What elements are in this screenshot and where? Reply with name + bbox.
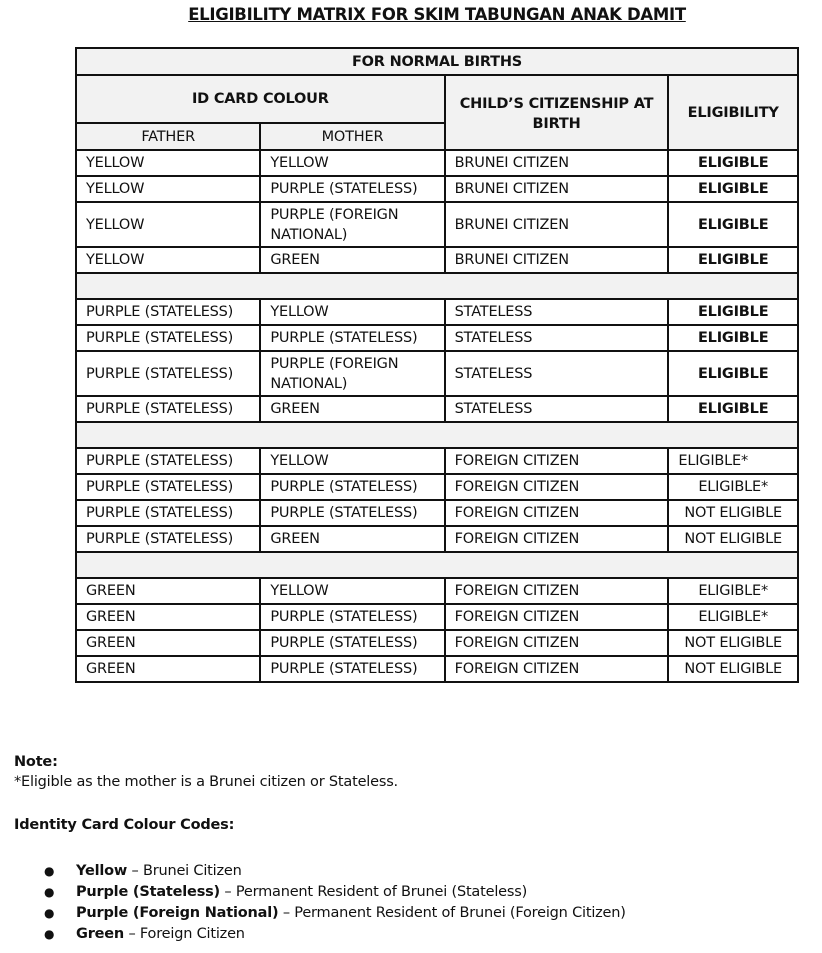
group-separator-row (76, 422, 798, 448)
eligibility-cell: ELIGIBLE (668, 150, 798, 176)
father-cell: YELLOW (76, 202, 260, 247)
table-row (76, 500, 798, 526)
child-cell: FOREIGN CITIZEN (445, 474, 669, 500)
child-cell: BRUNEI CITIZEN (445, 176, 669, 202)
group-separator-row (76, 273, 798, 299)
list-item (0, 903, 626, 924)
father-cell: YELLOW (76, 247, 260, 273)
colour-desc: – Permanent Resident of Brunei (Stateless) (219, 884, 528, 900)
table-row (76, 299, 798, 325)
id-card-colour-header: ID CARD COLOUR (76, 75, 445, 123)
child-cell: FOREIGN CITIZEN (445, 656, 669, 682)
colour-desc: – Permanent Resident of Brunei (Foreign Citizen) (278, 905, 626, 921)
eligibility-cell: NOT ELIGIBLE (668, 526, 798, 552)
father-header: FATHER (76, 123, 260, 150)
mother-cell: PURPLE (STATELESS) (260, 474, 444, 500)
table-row (76, 176, 798, 202)
father-cell: PURPLE (STATELESS) (76, 500, 260, 526)
eligibility-cell: NOT ELIGIBLE (668, 630, 798, 656)
mother-cell: YELLOW (260, 578, 444, 604)
list-item (0, 882, 626, 903)
table-row (76, 448, 798, 474)
eligibility-cell: NOT ELIGIBLE (668, 656, 798, 682)
table-row (76, 604, 798, 630)
bullet-icon: ● (44, 864, 55, 878)
list-item (0, 924, 626, 945)
father-cell: GREEN (76, 604, 260, 630)
mother-cell: GREEN (260, 396, 444, 422)
child-citizenship-header: CHILD’S CITIZENSHIP AT BIRTH (445, 75, 669, 150)
eligibility-header: ELIGIBILITY (668, 75, 798, 150)
mother-cell: PURPLE (FOREIGN NATIONAL) (260, 351, 444, 396)
child-cell: FOREIGN CITIZEN (445, 578, 669, 604)
note-text: *Eligible as the mother is a Brunei citizen or Stateless. (14, 774, 398, 790)
table-row (76, 396, 798, 422)
mother-cell: YELLOW (260, 448, 444, 474)
table-row (76, 351, 798, 396)
eligibility-cell: ELIGIBLE (668, 325, 798, 351)
eligibility-cell: NOT ELIGIBLE (668, 500, 798, 526)
eligibility-cell: ELIGIBLE (668, 299, 798, 325)
father-cell: GREEN (76, 630, 260, 656)
mother-cell: PURPLE (STATELESS) (260, 500, 444, 526)
colour-term: Green (76, 926, 125, 942)
eligibility-cell: ELIGIBLE (668, 247, 798, 273)
eligibility-cell: ELIGIBLE* (668, 474, 798, 500)
mother-cell: YELLOW (260, 299, 444, 325)
eligibility-cell: ELIGIBLE (668, 176, 798, 202)
mother-cell: GREEN (260, 526, 444, 552)
child-cell: FOREIGN CITIZEN (445, 630, 669, 656)
table-row (76, 526, 798, 552)
father-cell: PURPLE (STATELESS) (76, 325, 260, 351)
mother-cell: PURPLE (STATELESS) (260, 176, 444, 202)
father-cell: YELLOW (76, 176, 260, 202)
table-row (76, 325, 798, 351)
eligibility-matrix-table (75, 47, 799, 683)
mother-cell: PURPLE (STATELESS) (260, 656, 444, 682)
colour-term: Yellow (76, 863, 128, 879)
bullet-icon: ● (44, 906, 55, 920)
colour-term: Purple (Stateless) (76, 884, 220, 900)
child-cell: STATELESS (445, 396, 669, 422)
child-cell: FOREIGN CITIZEN (445, 526, 669, 552)
colour-term: Purple (Foreign National) (76, 905, 279, 921)
colour-codes-list (0, 861, 626, 945)
mother-cell: PURPLE (STATELESS) (260, 325, 444, 351)
child-cell: FOREIGN CITIZEN (445, 448, 669, 474)
father-cell: PURPLE (STATELESS) (76, 351, 260, 396)
table-row (76, 630, 798, 656)
colour-desc: – Brunei Citizen (127, 863, 242, 879)
mother-cell: PURPLE (FOREIGN NATIONAL) (260, 202, 444, 247)
list-item (0, 861, 626, 882)
mother-cell: PURPLE (STATELESS) (260, 630, 444, 656)
child-cell: STATELESS (445, 351, 669, 396)
child-cell: BRUNEI CITIZEN (445, 202, 669, 247)
table-row (76, 247, 798, 273)
note-section (14, 752, 398, 792)
section-header: FOR NORMAL BIRTHS (76, 48, 798, 75)
child-cell: STATELESS (445, 299, 669, 325)
group-separator-row (76, 552, 798, 578)
father-cell: YELLOW (76, 150, 260, 176)
child-cell: BRUNEI CITIZEN (445, 150, 669, 176)
child-cell: STATELESS (445, 325, 669, 351)
father-cell: PURPLE (STATELESS) (76, 299, 260, 325)
father-cell: PURPLE (STATELESS) (76, 396, 260, 422)
eligibility-cell: ELIGIBLE (668, 396, 798, 422)
colour-desc: – Foreign Citizen (124, 926, 245, 942)
bullet-icon: ● (44, 927, 55, 941)
note-heading: Note: (14, 754, 58, 770)
eligibility-cell: ELIGIBLE* (668, 578, 798, 604)
father-cell: PURPLE (STATELESS) (76, 474, 260, 500)
table-row (76, 656, 798, 682)
father-cell: GREEN (76, 656, 260, 682)
eligibility-cell: ELIGIBLE (668, 202, 798, 247)
bullet-icon: ● (44, 885, 55, 899)
mother-cell: YELLOW (260, 150, 444, 176)
eligibility-cell: ELIGIBLE (668, 351, 798, 396)
table-row (76, 578, 798, 604)
eligibility-cell: ELIGIBLE* (668, 448, 798, 474)
father-cell: PURPLE (STATELESS) (76, 526, 260, 552)
father-cell: GREEN (76, 578, 260, 604)
child-cell: FOREIGN CITIZEN (445, 604, 669, 630)
colour-codes-heading: Identity Card Colour Codes: (14, 817, 235, 833)
child-cell: BRUNEI CITIZEN (445, 247, 669, 273)
mother-header: MOTHER (260, 123, 444, 150)
document-title: ELIGIBILITY MATRIX FOR SKIM TABUNGAN ANAK DAMIT (188, 5, 686, 24)
mother-cell: PURPLE (STATELESS) (260, 604, 444, 630)
table-row (76, 474, 798, 500)
table-row (76, 150, 798, 176)
mother-cell: GREEN (260, 247, 444, 273)
father-cell: PURPLE (STATELESS) (76, 448, 260, 474)
table-row (76, 202, 798, 247)
child-cell: FOREIGN CITIZEN (445, 500, 669, 526)
eligibility-cell: ELIGIBLE* (668, 604, 798, 630)
